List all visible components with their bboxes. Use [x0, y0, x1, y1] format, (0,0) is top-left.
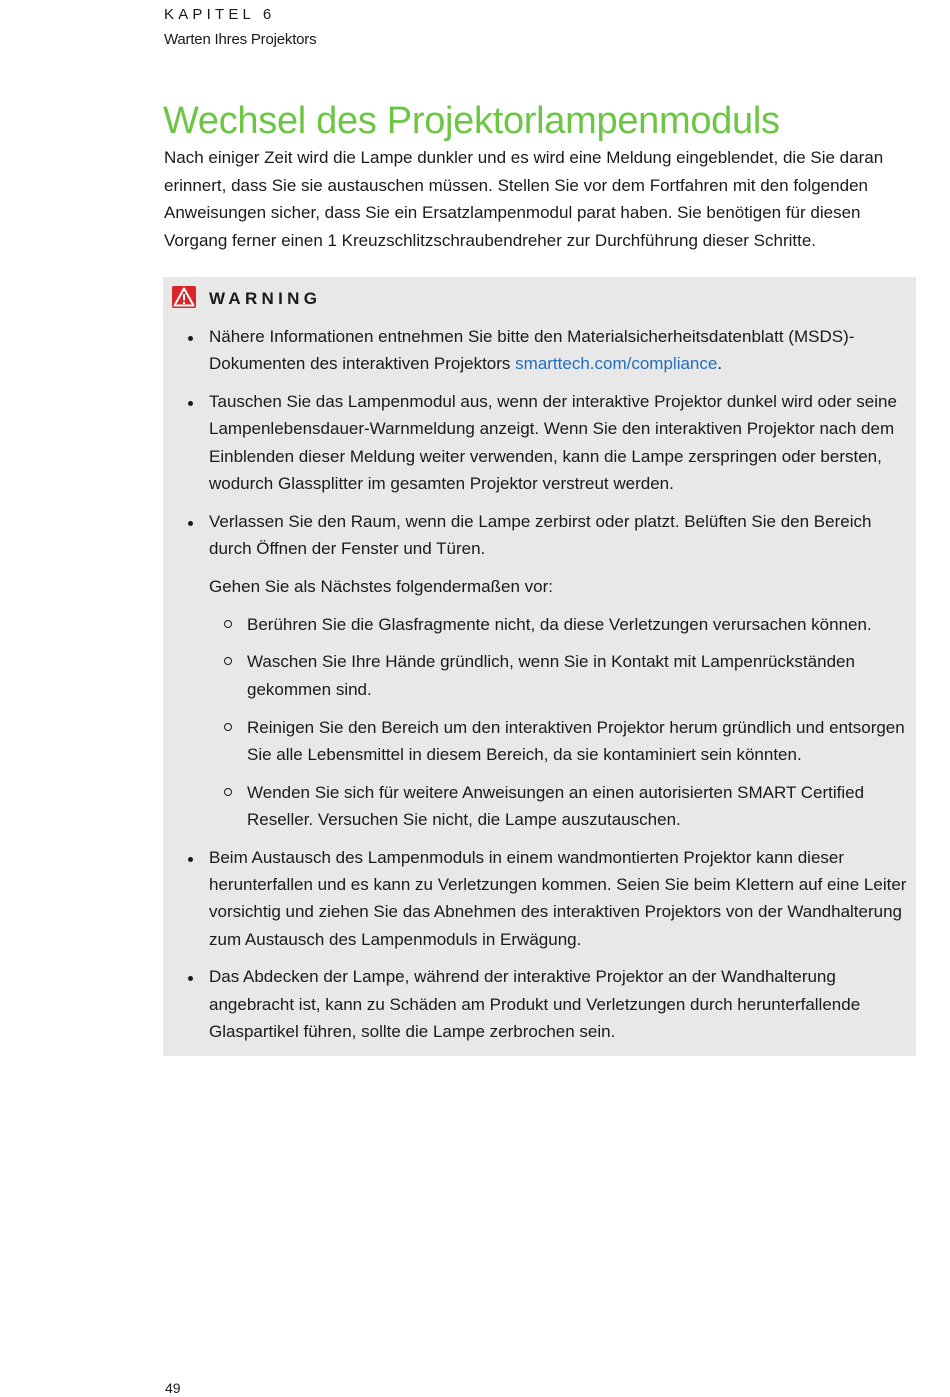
- warning-box: [163, 277, 916, 1056]
- warning-heading: WARNING: [209, 289, 322, 308]
- warning-item: [209, 323, 911, 378]
- page-title: Wechsel des Projektorlampenmoduls: [163, 100, 780, 142]
- warning-item-text: Verlassen Sie den Raum, wenn die Lampe zerbirst oder platzt. Belüften Sie den Bereich durch Öffnen der Fenster und Türen.: [209, 511, 872, 559]
- chapter-label: KAPITEL 6: [164, 6, 276, 23]
- warning-item-text: Das Abdecken der Lampe, während der interaktive Projektor an der Wandhalterung angebracht ist, kann zu Schäden am Produkt und Verletzungen durch herunterfallende Glaspartikel führen, sollte die Lampe zerbrochen sein.: [209, 967, 861, 1042]
- warning-item-text: Nähere Informationen entnehmen Sie bitte den Materialsicherheitsdatenblatt (MSDS)-Dokumenten des interaktiven Projektors: [209, 327, 855, 374]
- warning-item-text-end: .: [717, 354, 723, 374]
- warning-item: [209, 963, 911, 1045]
- page-number: 49: [165, 1380, 181, 1396]
- sub-item: Reinigen Sie den Bereich um den interaktiven Projektor herum gründlich und entsorgen Sie alle Lebensmittel in diesem Bereich, da sie kontaminiert sein könnten.: [247, 714, 911, 769]
- warning-item-text: Tauschen Sie das Lampenmodul aus, wenn der interaktive Projektor dunkel wird oder seine Lampenlebensdauer-Warnmeldung anzeigt. Wenn Sie den interaktiven Projektor nach dem Einblenden dieser Meldung weiter verwenden, kann die Lampe zerspringen oder bersten, wodurch Glassplitter im gesamten Projektor verstreut werden.: [209, 392, 897, 493]
- warning-item-text: Beim Austausch des Lampenmoduls in einem wandmontierten Projektor kann dieser herunterfallen und es kann zu Verletzungen kommen. Seien Sie beim Klettern auf eine Leiter vorsichtig und ziehen Sie das Abnehmen des interaktiven Projektors von der Wandhalterung zum Austausch des Lampenmoduls in Erwägung.: [209, 847, 907, 949]
- sub-item: Berühren Sie die Glasfragmente nicht, da diese Verletzungen verursachen können.: [247, 611, 911, 638]
- sub-item: Wenden Sie sich für weitere Anweisungen an einen autorisierten SMART Certified Reseller. Versuchen Sie nicht, die Lampe auszutauschen.: [247, 779, 911, 834]
- warning-item: [209, 844, 911, 953]
- warning-list: [209, 323, 911, 1056]
- sub-list: [209, 611, 911, 834]
- followup-text: Gehen Sie als Nächstes folgendermaßen vor:: [209, 576, 553, 596]
- warning-item: [209, 388, 911, 497]
- warning-triangle-icon: [172, 286, 196, 308]
- compliance-link[interactable]: smarttech.com/compliance: [515, 354, 718, 374]
- warning-item: [209, 508, 911, 833]
- chapter-subtitle: Warten Ihres Projektors: [164, 31, 317, 48]
- sub-item: Waschen Sie Ihre Hände gründlich, wenn Sie in Kontakt mit Lampenrückständen gekommen sind.: [247, 648, 911, 703]
- intro-paragraph: Nach einiger Zeit wird die Lampe dunkler und es wird eine Meldung eingeblendet, die Sie daran erinnert, dass Sie sie austauschen müssen. Stellen Sie vor dem Fortfahren mit den folgenden Anweisungen sicher, dass Sie ein Ersatzlampenmodul parat haben. Sie benötigen für diesen Vorgang ferner einen 1 Kreuzschlitzschraubendreher zur Durchführung dieser Schritte.: [164, 148, 884, 250]
